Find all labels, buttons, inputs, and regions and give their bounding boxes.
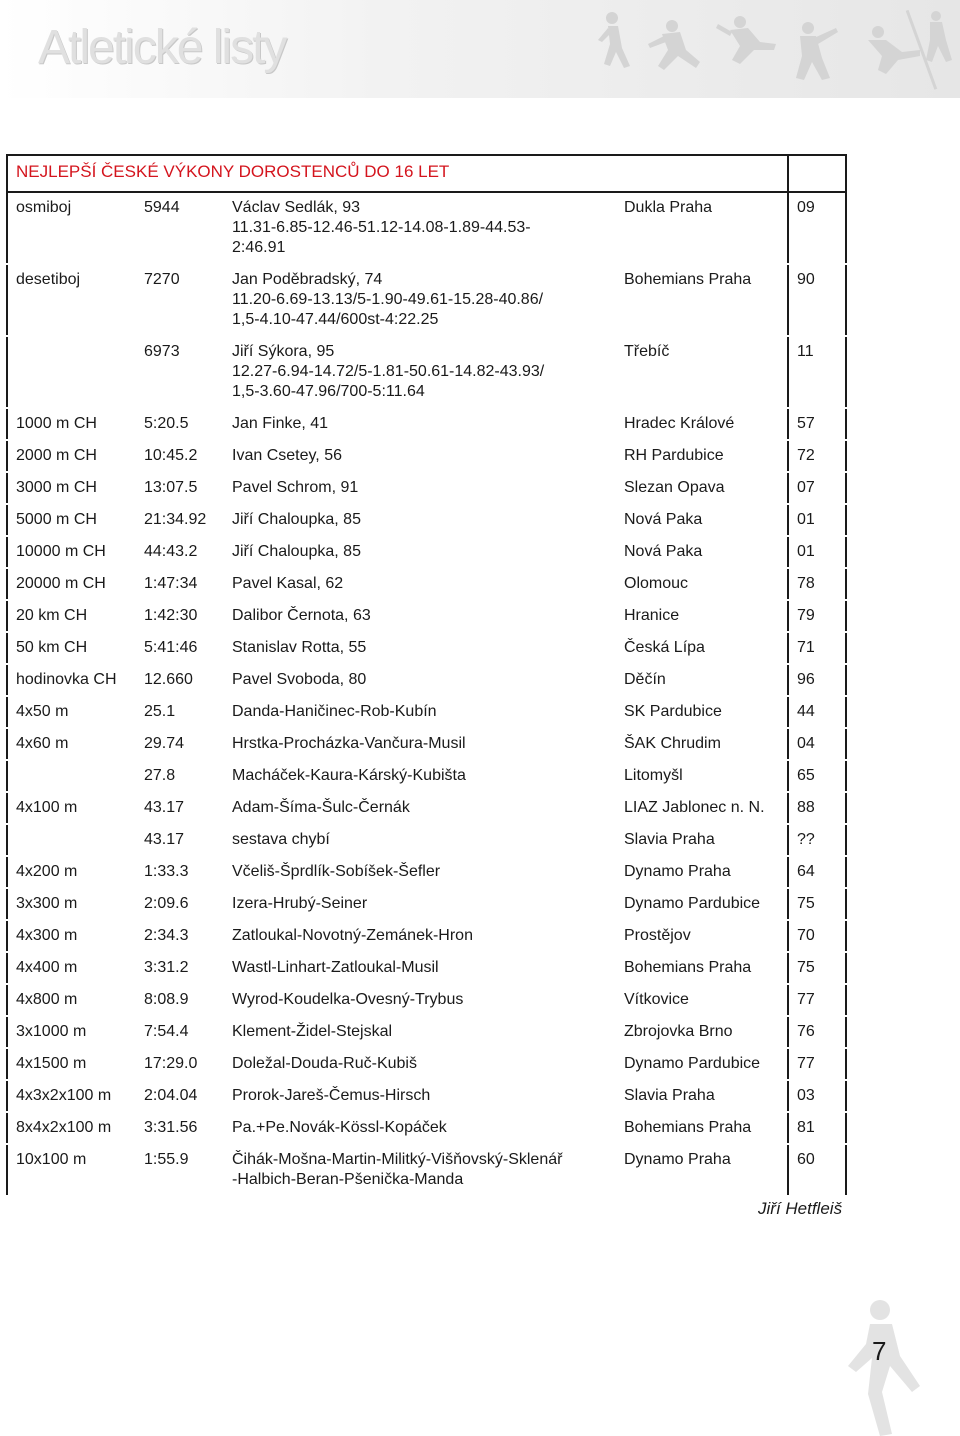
year-cell: 57: [788, 408, 846, 440]
event-cell: osmiboj: [7, 192, 136, 264]
year-cell: 75: [788, 888, 846, 920]
table-row: [7, 536, 846, 568]
result-cell: 1:42:30: [136, 600, 224, 632]
result-cell: 13:07.5: [136, 472, 224, 504]
athlete-cell: [224, 336, 616, 408]
event-cell: 4x60 m: [7, 728, 136, 760]
table-row: [7, 472, 846, 504]
athlete-line: Macháček-Kaura-Kárský-Kubišta: [232, 767, 466, 784]
athlete-line: Pavel Kasal, 62: [232, 575, 344, 592]
athlete-line: Danda-Haničinec-Rob-Kubín: [232, 703, 437, 720]
table-row: [7, 984, 846, 1016]
event-cell: 4x800 m: [7, 984, 136, 1016]
year-cell: 65: [788, 760, 846, 792]
athlete-line: Ivan Csetey, 56: [232, 447, 342, 464]
result-cell: 7:54.4: [136, 1016, 224, 1048]
result-cell: 1:33.3: [136, 856, 224, 888]
athlete-cell: [224, 984, 616, 1016]
header-banner: [0, 0, 960, 98]
result-cell: 21:34.92: [136, 504, 224, 536]
athlete-cell: [224, 792, 616, 824]
club-cell: Nová Paka: [616, 504, 788, 536]
athlete-cell: [224, 264, 616, 336]
event-cell: 1000 m CH: [7, 408, 136, 440]
athlete-cell: [224, 600, 616, 632]
athlete-line: Jiří Chaloupka, 85: [232, 511, 361, 528]
result-cell: 5944: [136, 192, 224, 264]
club-cell: Třebíč: [616, 336, 788, 408]
year-cell: 78: [788, 568, 846, 600]
year-cell: 90: [788, 264, 846, 336]
athlete-line: Prorok-Jareš-Čemus-Hirsch: [232, 1087, 431, 1104]
athlete-cell: [224, 1080, 616, 1112]
athlete-cell: [224, 536, 616, 568]
athlete-line: 11.31-6.85-12.46-51.12-14.08-1.89-44.53-: [232, 219, 531, 236]
year-cell: 60: [788, 1144, 846, 1196]
athlete-line: Zatloukal-Novotný-Zemánek-Hron: [232, 927, 473, 944]
records-table: [6, 154, 847, 1197]
event-cell: 4x50 m: [7, 696, 136, 728]
table-row: [7, 1080, 846, 1112]
table-row: [7, 336, 846, 408]
result-cell: 43.17: [136, 792, 224, 824]
athlete-line: 1,5-4.10-47.44/600st-4:22.25: [232, 311, 439, 328]
year-cell: 72: [788, 440, 846, 472]
club-cell: Bohemians Praha: [616, 264, 788, 336]
event-cell: 4x3x2x100 m: [7, 1080, 136, 1112]
year-cell: 04: [788, 728, 846, 760]
event-cell: 5000 m CH: [7, 504, 136, 536]
event-cell: [7, 336, 136, 408]
club-cell: Bohemians Praha: [616, 1112, 788, 1144]
event-cell: 2000 m CH: [7, 440, 136, 472]
result-cell: 2:34.3: [136, 920, 224, 952]
event-cell: 10000 m CH: [7, 536, 136, 568]
year-cell: 64: [788, 856, 846, 888]
table-row: [7, 504, 846, 536]
event-cell: 4x1500 m: [7, 1048, 136, 1080]
athlete-cell: [224, 568, 616, 600]
table-row: [7, 568, 846, 600]
table-row: [7, 792, 846, 824]
athlete-line: Včeliš-Šprdlík-Sobíšek-Šefler: [232, 863, 441, 880]
athlete-cell: [224, 1016, 616, 1048]
athletes-silhouettes-icon: [590, 4, 960, 96]
event-cell: 10x100 m: [7, 1144, 136, 1196]
year-cell: 03: [788, 1080, 846, 1112]
athlete-line: Čihák-Mošna-Martin-Militký-Višňovský-Sklenář: [232, 1151, 563, 1168]
year-cell: 79: [788, 600, 846, 632]
athlete-line: sestava chybí: [232, 831, 330, 848]
athlete-line: Pavel Schrom, 91: [232, 479, 359, 496]
athlete-line: Doležal-Douda-Ruč-Kubiš: [232, 1055, 417, 1072]
club-cell: ŠAK Chrudim: [616, 728, 788, 760]
year-cell: 81: [788, 1112, 846, 1144]
athlete-line: 12.27-6.94-14.72/5-1.81-50.61-14.82-43.93/: [232, 363, 545, 380]
athlete-cell: [224, 696, 616, 728]
table-row: [7, 1016, 846, 1048]
table-row: [7, 952, 846, 984]
year-cell: 71: [788, 632, 846, 664]
club-cell: Slezan Opava: [616, 472, 788, 504]
year-cell: 75: [788, 952, 846, 984]
event-cell: desetiboj: [7, 264, 136, 336]
athlete-cell: [224, 856, 616, 888]
athlete-cell: [224, 664, 616, 696]
event-cell: 4x200 m: [7, 856, 136, 888]
publication-title: Atletické listy: [38, 21, 286, 74]
athlete-line: Wyrod-Koudelka-Ovesný-Trybus: [232, 991, 464, 1008]
athlete-cell: [224, 504, 616, 536]
athlete-cell: [224, 760, 616, 792]
year-cell: 11: [788, 336, 846, 408]
result-cell: 3:31.56: [136, 1112, 224, 1144]
club-cell: Hranice: [616, 600, 788, 632]
club-cell: Dynamo Praha: [616, 856, 788, 888]
athlete-line: Václav Sedlák, 93: [232, 199, 361, 216]
event-cell: 4x300 m: [7, 920, 136, 952]
table-row: [7, 888, 846, 920]
athlete-line: 2:46.91: [232, 239, 286, 256]
page-number: 7: [872, 1336, 887, 1366]
result-cell: 25.1: [136, 696, 224, 728]
event-cell: 3000 m CH: [7, 472, 136, 504]
table-row: [7, 856, 846, 888]
club-cell: Dynamo Pardubice: [616, 888, 788, 920]
year-cell: 01: [788, 504, 846, 536]
athlete-line: Klement-Židel-Stejskal: [232, 1023, 393, 1040]
result-cell: 12.660: [136, 664, 224, 696]
table-title: NEJLEPŠÍ ČESKÉ VÝKONY DOROSTENCŮ DO 16 LET: [7, 155, 788, 192]
club-cell: Slavia Praha: [616, 1080, 788, 1112]
athlete-cell: [224, 728, 616, 760]
club-cell: Česká Lípa: [616, 632, 788, 664]
table-title-year-cell: [788, 155, 846, 192]
event-cell: 8x4x2x100 m: [7, 1112, 136, 1144]
year-cell: 70: [788, 920, 846, 952]
club-cell: Dynamo Praha: [616, 1144, 788, 1196]
club-cell: RH Pardubice: [616, 440, 788, 472]
table-row: [7, 632, 846, 664]
athlete-cell: [224, 952, 616, 984]
table-row: [7, 440, 846, 472]
result-cell: 17:29.0: [136, 1048, 224, 1080]
athlete-line: 11.20-6.69-13.13/5-1.90-49.61-15.28-40.86/: [232, 291, 544, 308]
result-cell: 6973: [136, 336, 224, 408]
athlete-cell: [224, 888, 616, 920]
athlete-line: Jan Poděbradský, 74: [232, 271, 383, 288]
year-cell: 01: [788, 536, 846, 568]
result-cell: 1:47:34: [136, 568, 224, 600]
athlete-line: Wastl-Linhart-Zatloukal-Musil: [232, 959, 439, 976]
event-cell: 3x300 m: [7, 888, 136, 920]
result-cell: 8:08.9: [136, 984, 224, 1016]
athlete-cell: [224, 920, 616, 952]
athlete-line: Dalibor Černota, 63: [232, 607, 371, 624]
event-cell: 50 km CH: [7, 632, 136, 664]
event-cell: 3x1000 m: [7, 1016, 136, 1048]
athlete-line: 1,5-3.60-47.96/700-5:11.64: [232, 383, 425, 400]
result-cell: 27.8: [136, 760, 224, 792]
result-cell: 5:20.5: [136, 408, 224, 440]
table-row: [7, 728, 846, 760]
club-cell: Dukla Praha: [616, 192, 788, 264]
club-cell: Litomyšl: [616, 760, 788, 792]
table-title-row: [7, 155, 846, 192]
table-row: [7, 192, 846, 264]
club-cell: Zbrojovka Brno: [616, 1016, 788, 1048]
athlete-cell: [224, 440, 616, 472]
runner-silhouette-icon: [830, 1296, 950, 1436]
athlete-cell: [224, 632, 616, 664]
table-row: [7, 824, 846, 856]
table-row: [7, 264, 846, 336]
result-cell: 43.17: [136, 824, 224, 856]
athlete-cell: [224, 408, 616, 440]
result-cell: 1:55.9: [136, 1144, 224, 1196]
athlete-cell: [224, 192, 616, 264]
club-cell: Děčín: [616, 664, 788, 696]
athlete-line: Adam-Šíma-Šulc-Černák: [232, 799, 410, 816]
athlete-line: Jiří Sýkora, 95: [232, 343, 335, 360]
result-cell: 44:43.2: [136, 536, 224, 568]
result-cell: 5:41:46: [136, 632, 224, 664]
year-cell: 77: [788, 1048, 846, 1080]
year-cell: 09: [788, 192, 846, 264]
athlete-line: -Halbich-Beran-Pšenička-Manda: [232, 1171, 464, 1188]
club-cell: Hradec Králové: [616, 408, 788, 440]
result-cell: 2:09.6: [136, 888, 224, 920]
athlete-line: Izera-Hrubý-Seiner: [232, 895, 368, 912]
athlete-cell: [224, 472, 616, 504]
year-cell: 77: [788, 984, 846, 1016]
club-cell: Bohemians Praha: [616, 952, 788, 984]
event-cell: [7, 824, 136, 856]
result-cell: 29.74: [136, 728, 224, 760]
athlete-line: Jiří Chaloupka, 85: [232, 543, 361, 560]
event-cell: 4x100 m: [7, 792, 136, 824]
athlete-line: Stanislav Rotta, 55: [232, 639, 367, 656]
event-cell: 20 km CH: [7, 600, 136, 632]
table-row: [7, 1144, 846, 1196]
year-cell: 76: [788, 1016, 846, 1048]
athlete-cell: [224, 1048, 616, 1080]
year-cell: 44: [788, 696, 846, 728]
athlete-cell: [224, 824, 616, 856]
year-cell: ??: [788, 824, 846, 856]
year-cell: 88: [788, 792, 846, 824]
event-cell: [7, 760, 136, 792]
author-signature: Jiří Hetfleiš: [758, 1199, 843, 1218]
athlete-line: Hrstka-Procházka-Vančura-Musil: [232, 735, 466, 752]
athlete-cell: [224, 1112, 616, 1144]
result-cell: 7270: [136, 264, 224, 336]
club-cell: LIAZ Jablonec n. N.: [616, 792, 788, 824]
club-cell: Vítkovice: [616, 984, 788, 1016]
event-cell: hodinovka CH: [7, 664, 136, 696]
result-cell: 2:04.04: [136, 1080, 224, 1112]
club-cell: Nová Paka: [616, 536, 788, 568]
year-cell: 07: [788, 472, 846, 504]
table-row: [7, 408, 846, 440]
table-row: [7, 600, 846, 632]
athlete-line: Pavel Svoboda, 80: [232, 671, 367, 688]
club-cell: Dynamo Pardubice: [616, 1048, 788, 1080]
club-cell: Slavia Praha: [616, 824, 788, 856]
year-cell: 96: [788, 664, 846, 696]
event-cell: 20000 m CH: [7, 568, 136, 600]
event-cell: 4x400 m: [7, 952, 136, 984]
table-row: [7, 920, 846, 952]
table-row: [7, 664, 846, 696]
club-cell: Prostějov: [616, 920, 788, 952]
table-row: [7, 760, 846, 792]
athlete-line: Jan Finke, 41: [232, 415, 329, 432]
result-cell: 3:31.2: [136, 952, 224, 984]
club-cell: SK Pardubice: [616, 696, 788, 728]
table-row: [7, 1112, 846, 1144]
result-cell: 10:45.2: [136, 440, 224, 472]
table-row: [7, 696, 846, 728]
club-cell: Olomouc: [616, 568, 788, 600]
athlete-line: Pa.+Pe.Novák-Kössl-Kopáček: [232, 1119, 447, 1136]
athlete-cell: [224, 1144, 616, 1196]
table-row: [7, 1048, 846, 1080]
